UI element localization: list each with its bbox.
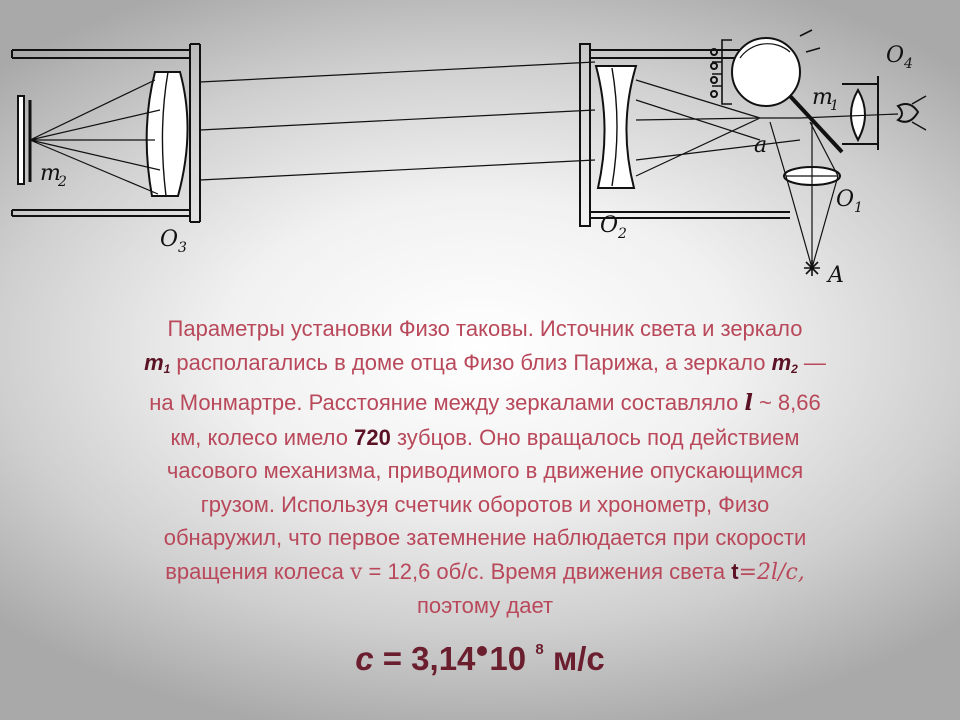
text-line-1 [60,312,910,346]
time-formula: =2l/c, [738,559,805,585]
mirror-m2 [18,96,24,184]
symbol-m2: m [771,349,792,375]
result-base: 10 [489,640,527,677]
label-m2: m [40,161,61,186]
label-m1-sub: 1 [830,98,839,114]
teeth-count: 720 [354,424,391,450]
symbol-m2-sub: 2 [791,361,798,376]
line8a-text: вращения колеса [165,558,350,584]
line2a-text: располагались в доме отца Физо близ Парижа, а зеркало [170,349,772,375]
label-o4-sub: 4 [904,56,913,72]
label-o3-sub: 3 [178,240,187,256]
symbol-l: l [744,390,753,416]
line1-text: Параметры установки Физо таковы. Источник света и зеркало [167,316,803,341]
line8b-text: = 12,6 об/с. Время движения света [362,558,732,584]
label-a-small: a [754,133,768,158]
line4a-text: км, колесо имело [170,424,355,450]
label-o2-sub: 2 [618,226,627,242]
eye [898,104,918,122]
line5-text: часового механизма, приводимого в движение опускающимся [166,458,804,483]
text-line-3 [60,386,910,421]
line6-text: грузом. Используя счетчик оборотов и хронометр, Физо [200,491,770,517]
toothed-wheel [732,38,800,106]
line2b-text: — [797,349,826,375]
text-line-7 [60,521,910,555]
result-c: с [355,640,374,677]
line9-text: поэтому дает [416,593,554,618]
text-line-5 [60,454,910,488]
result-eq: = 3,14 [373,640,476,677]
label-o1: O [836,187,855,212]
label-o4: O [886,43,905,68]
lens-o2 [596,66,636,188]
line4b-text: зубцов. Оно вращалось под действием [390,424,800,450]
label-o1-sub: 1 [854,200,863,216]
fizeau-apparatus-diagram [0,0,960,300]
label-m2-sub: 2 [58,174,67,190]
text-line-9 [60,589,910,623]
line3b-text: ~ 8,66 [752,390,821,415]
multiply-dot-icon [477,646,487,656]
result-unit: м/с [552,640,605,677]
label-a-source: A [828,263,844,288]
symbol-m1-sub: 1 [163,361,171,376]
symbol-v: v [349,559,363,585]
text-line-6 [60,488,910,522]
label-o3: O [160,227,179,252]
text-line-8 [60,555,910,590]
line7-text: обнаружил, что первое затемнение наблюдается при скорости [163,525,807,550]
symbol-t: t [731,558,739,584]
explanation-paragraph [60,312,910,623]
result-formula [0,640,960,678]
label-o2: O [600,213,619,238]
label-m1: m [812,85,833,110]
source-a-star [804,260,820,276]
symbol-m1: m [144,349,164,375]
result-exponent: 8 [535,641,544,658]
text-line-2 [60,346,910,387]
parallel-beam [200,62,595,180]
source-rays [770,118,838,268]
lens-o3 [147,72,188,196]
line3a-text: на Монмартре. Расстояние между зеркалами составляло [149,390,745,415]
text-line-4 [60,421,910,455]
